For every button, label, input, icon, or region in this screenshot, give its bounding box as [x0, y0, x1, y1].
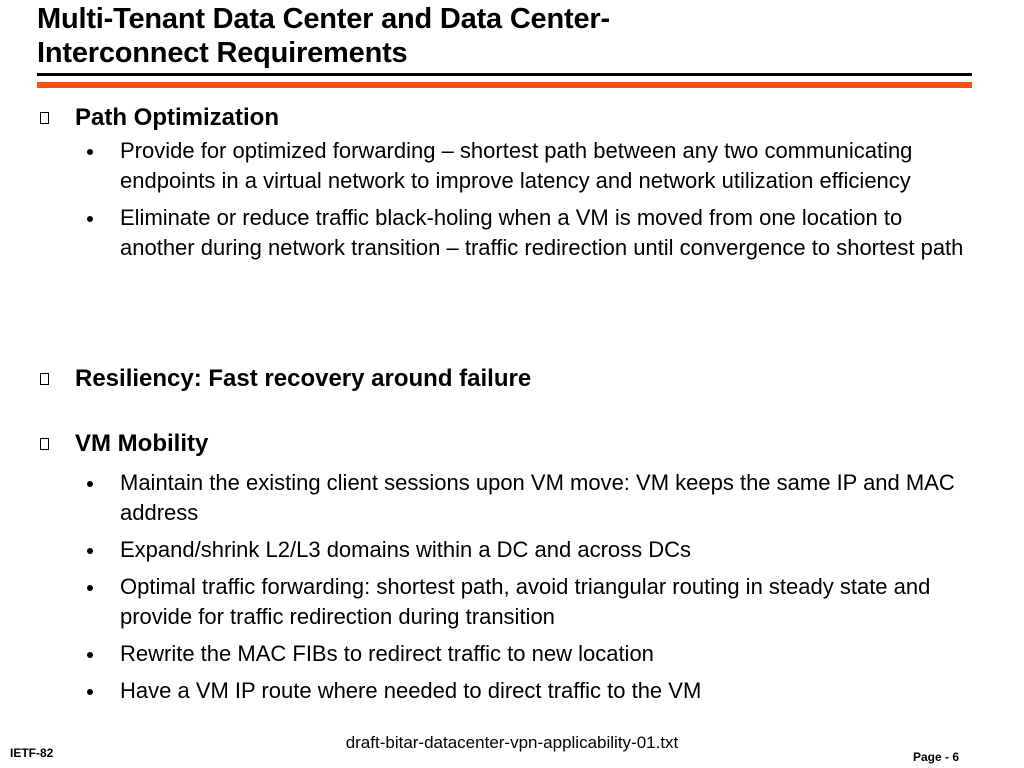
- bullet-dot-icon: [87, 689, 93, 695]
- bullet-list: [38, 468, 968, 706]
- section-resiliency: [38, 364, 968, 394]
- bullet-text: Provide for optimized forwarding – shortest path between any two communicating endpoints in a virtual network to improve latency and network utilization efficiency: [120, 138, 913, 193]
- section-heading: [38, 103, 968, 133]
- section-heading: [38, 429, 968, 459]
- section-heading: [38, 364, 968, 394]
- section-vm-mobility: [38, 429, 968, 706]
- bullet-list: [38, 136, 968, 263]
- slide-title-line-2: Interconnect Requirements: [37, 37, 408, 69]
- footer-event-label: IETF-82: [10, 746, 54, 760]
- footer-filename: draft-bitar-datacenter-vpn-applicability-01.txt: [345, 733, 679, 752]
- bullet-text: Maintain the existing client sessions upon VM move: VM keeps the same IP and MAC address: [120, 470, 955, 525]
- list-item: [38, 535, 968, 565]
- slide-title-line-1: Multi-Tenant Data Center and Data Center-: [37, 3, 610, 35]
- bullet-dot-icon: [87, 481, 93, 487]
- bullet-text: Expand/shrink L2/L3 domains within a DC and across DCs: [120, 537, 692, 562]
- list-item: [38, 468, 968, 528]
- checkbox-bullet-icon: [40, 438, 49, 450]
- bullet-dot-icon: [87, 216, 93, 222]
- bullet-dot-icon: [87, 149, 93, 155]
- checkbox-bullet-icon: [40, 373, 49, 385]
- list-item: [38, 136, 968, 196]
- section-path-optimization: [38, 103, 968, 263]
- bullet-dot-icon: [87, 652, 93, 658]
- list-item: [38, 572, 968, 632]
- bullet-dot-icon: [87, 548, 93, 554]
- bullet-text: Rewrite the MAC FIBs to redirect traffic to new location: [120, 641, 654, 666]
- list-item: [38, 203, 968, 263]
- section-label-resiliency: Resiliency: Fast recovery around failure: [75, 365, 532, 392]
- bullet-text: Have a VM IP route where needed to direct traffic to the VM: [120, 678, 702, 703]
- bullet-text: Eliminate or reduce traffic black-holing when a VM is moved from one location to another during network transition – traffic redirection until convergence to shortest path: [120, 205, 964, 260]
- list-item: [38, 639, 968, 669]
- bullet-dot-icon: [87, 585, 93, 591]
- section-label-vm-mobility: VM Mobility: [75, 430, 209, 457]
- section-label-path-optimization: Path Optimization: [75, 104, 279, 131]
- list-item: [38, 676, 968, 706]
- bullet-text: Optimal traffic forwarding: shortest path, avoid triangular routing in steady state and provide for traffic redirection during transition: [120, 574, 931, 629]
- footer-page-number: Page - 6: [912, 750, 959, 764]
- checkbox-bullet-icon: [40, 112, 49, 124]
